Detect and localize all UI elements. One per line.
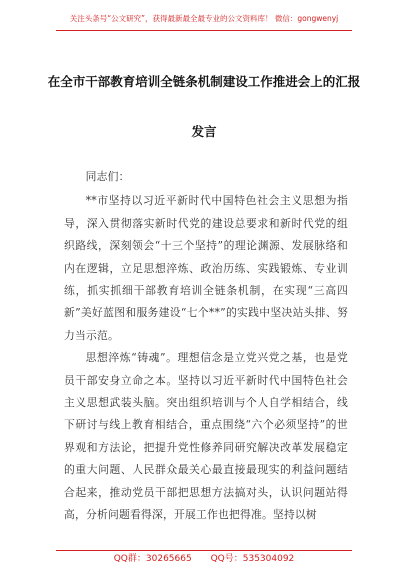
salutation: 同志们：: [85, 170, 130, 183]
footer-qq-group: QQ群：30265665: [113, 554, 192, 564]
header-banner: 关注头条号“公文研究”，获得最新最全最专业的公文资料库！ 微信：gongwenyj: [69, 14, 339, 23]
body-paragraph: 思想淬炼“铸魂”。理想信念是立党兴党之基，也是党员干部安身立命之本。坚持以习近平新时代中国特色社会主义思想武装头脑。突出组织培训与个人自学相结合，线下研讨与线上教育相结合，重点围绕“六个必须坚持”的世界观和方法论，把提升党性修养同研究解决改革发展稳定的重大问题、人民群众最关心最直接最现实的利益问题结合起来，推动党员干部把思想方法搞对头，认识问题站得高，分析问题看得深，开展工作也把得准。坚持以树: [64, 351, 348, 522]
footer: [0, 553, 408, 565]
footer-qq: QQ号：535304092: [210, 554, 295, 564]
document-title: 在全市干部教育培训全链条机制建设工作推进会上的汇报: [47, 74, 361, 89]
footer-divider: [56, 550, 352, 551]
body-paragraph: **市坚持以习近平新时代中国特色社会主义思想为指导，深入贯彻落实新时代党的建设总要求和新时代党的组织路线，深刻领会“十三个坚持”的理论渊源、发展脉络和内在逻辑，立足思想淬炼、政治历练、实践锻炼、专业训练，抓实抓细干部教育培训全链条机制，在实现“三高四新”美好蓝图和服务建设“七个**”的实践中坚决站头排、努力当示范。: [64, 194, 348, 342]
document-body: [64, 166, 348, 527]
document-title-continued: 发言: [191, 124, 217, 139]
header-divider: [56, 30, 352, 31]
